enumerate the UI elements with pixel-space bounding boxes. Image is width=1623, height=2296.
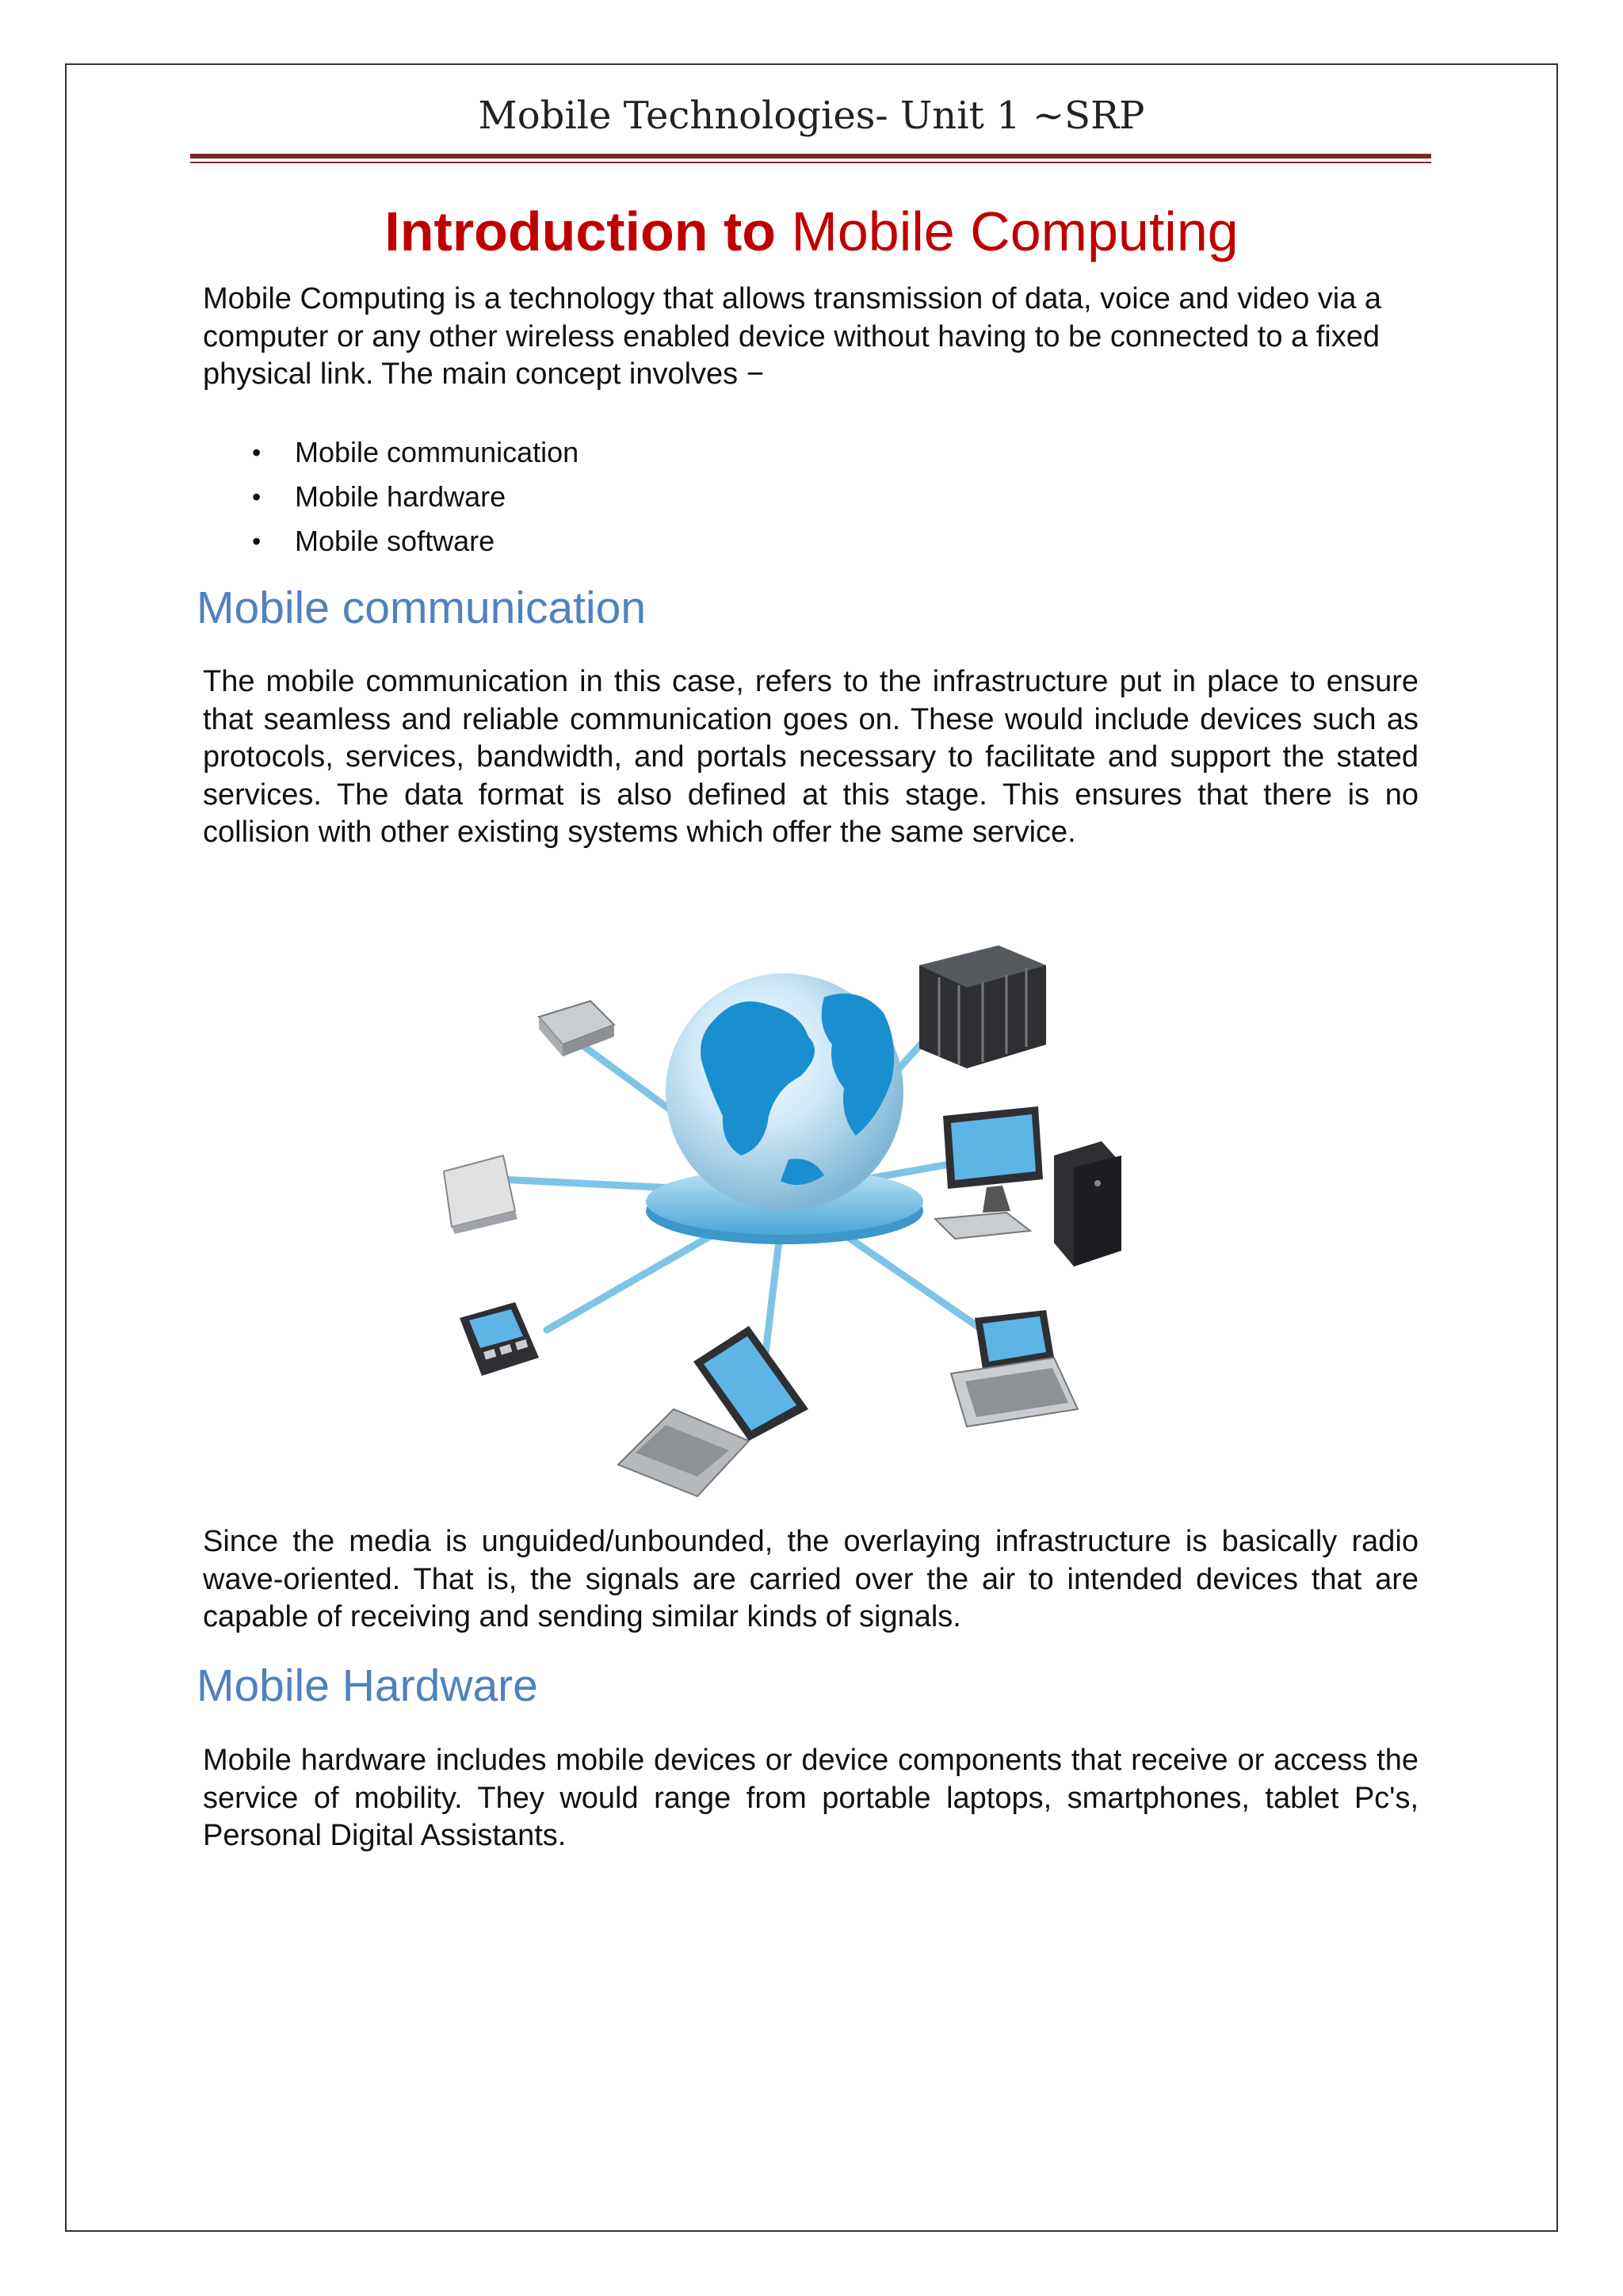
laptop-icon bbox=[618, 1326, 808, 1496]
netbook-icon bbox=[951, 1310, 1078, 1427]
bullet-icon: • bbox=[252, 483, 262, 511]
heading-mobile-hardware: Mobile Hardware bbox=[197, 1660, 538, 1711]
list-item-label: Mobile communication bbox=[295, 436, 579, 468]
communication-paragraph: The mobile communication in this case, refers to the infrastructure put in place to ensure that seamless and reliable communication goes on. These would include devices such as protocols, services, bandwidth, and portals necessary to facilitate and support the stated services. The data format is also defined at this stage. This ensures that there is no collision with other existing systems which offer the same service. bbox=[203, 665, 1419, 850]
hardware-paragraph: Mobile hardware includes mobile devices or device components that receive or access the service of mobility. They would range from portable laptops, smartphones, tablet Pc's, Personal Digital Assistants. bbox=[203, 1744, 1419, 1853]
header-rule-thin bbox=[190, 162, 1431, 163]
list-item-label: Mobile hardware bbox=[295, 480, 506, 513]
pda-icon bbox=[460, 1302, 539, 1376]
header-rule-thick bbox=[190, 154, 1431, 159]
document-icon bbox=[444, 1156, 517, 1234]
title-normal-part: Mobile Computing bbox=[791, 201, 1239, 262]
radio-wave-paragraph: Since the media is unguided/unbounded, the overlaying infrastructure is basically radio wave-oriented. That is, the signals are carried over the air to intended devices that are capable of receiving and sending similar kinds of signals. bbox=[203, 1525, 1419, 1634]
list-item bbox=[203, 519, 579, 563]
list-item bbox=[203, 475, 579, 519]
server-rack-icon bbox=[919, 946, 1046, 1068]
desktop-computer-icon bbox=[935, 1106, 1121, 1266]
router-icon bbox=[539, 1001, 614, 1056]
heading-mobile-communication: Mobile communication bbox=[197, 583, 647, 633]
concept-list bbox=[203, 430, 579, 563]
page-title bbox=[190, 198, 1433, 265]
globe-icon bbox=[666, 973, 903, 1211]
bullet-icon: • bbox=[252, 438, 262, 467]
title-bold-part: Introduction to bbox=[384, 201, 777, 262]
running-header: Mobile Technologies- Unit 1 ~SRP bbox=[478, 94, 1145, 138]
list-item bbox=[203, 430, 579, 475]
bullet-icon: • bbox=[252, 527, 262, 556]
network-globe-illustration bbox=[428, 918, 1205, 1498]
list-item-label: Mobile software bbox=[295, 525, 495, 557]
intro-paragraph: Mobile Computing is a technology that allows transmission of data, voice and video via a computer or any other wireless enabled device without having to be connected to a fixed physical link. The main concept involves − bbox=[203, 282, 1382, 392]
